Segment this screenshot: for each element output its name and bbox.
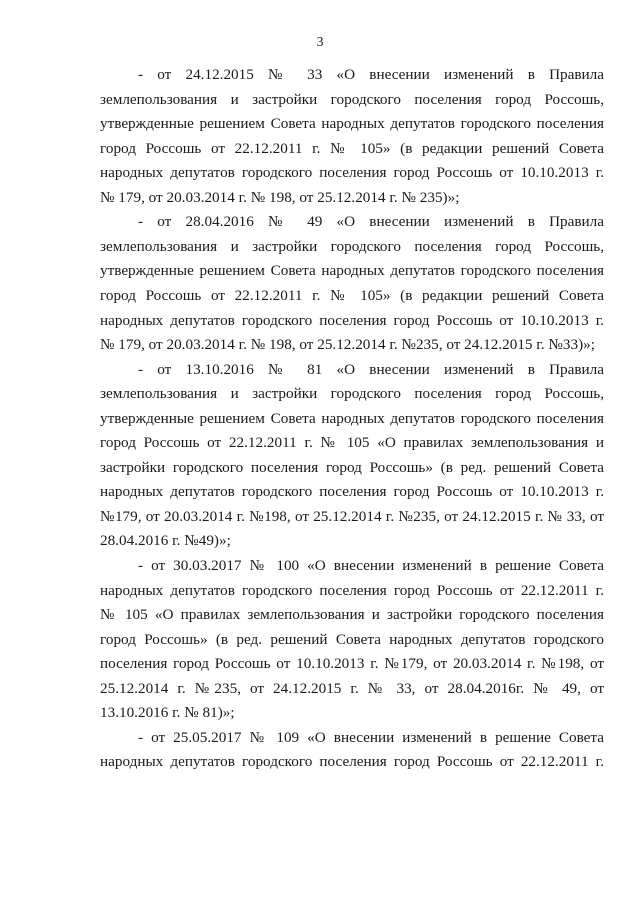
list-item-start-line: - от 25.05.2017 № 109 «О внесении изменений в решение Совета: [138, 728, 604, 746]
paragraph-line: 25.12.2014 г. №235, от 24.12.2015 г. № 33, от 28.04.2016г. № 49, от: [100, 679, 604, 697]
paragraph-line: город Россошь» (в ред. решений Совета народных депутатов городского: [100, 630, 604, 648]
paragraph-line: застройки городского поселения город Россошь» (в ред. решений Совета: [100, 458, 604, 476]
paragraph-line: 28.04.2016 г. №49)»;: [100, 532, 231, 550]
paragraph-line: народных депутатов городского поселения город Россошь от 10.10.2013 г.: [100, 311, 604, 329]
paragraph-line: город Россошь от 22.12.2011 г. № 105 «О правилах землепользования и: [100, 434, 604, 452]
list-item-start-line: - от 30.03.2017 № 100 «О внесении изменений в решение Совета: [138, 557, 604, 574]
paragraph-line: утвержденные решением Совета народных депутатов городского поселения: [100, 409, 604, 427]
list-item-start-line: - от 13.10.2016 № 81 «О внесении изменений в Правила: [138, 360, 604, 378]
paragraph-line: № 179, от 20.03.2014 г. № 198, от 25.12.2014 г. № 235)»;: [100, 188, 460, 206]
paragraph-line: землепользования и застройки городского поселения город Россошь,: [100, 90, 604, 108]
paragraph-line: землепользования и застройки городского поселения город Россошь,: [100, 237, 604, 255]
paragraph-line: № 105 «О правилах землепользования и застройки городского поселения: [100, 606, 604, 624]
list-item-start-line: - от 24.12.2015 № 33 «О внесении изменений в Правила: [138, 66, 604, 83]
paragraph-line: поселения город Россошь от 10.10.2013 г. №179, от 20.03.2014 г. №198, от: [100, 655, 604, 673]
list-item-start-line: - от 28.04.2016 № 49 «О внесении изменений в Правила: [138, 213, 604, 231]
paragraph-line: народных депутатов городского поселения город Россошь от 10.10.2013 г.: [100, 483, 604, 501]
paragraph-line: народных депутатов городского поселения город Россошь от 10.10.2013 г.: [100, 164, 604, 182]
paragraph-line: утвержденные решением Совета народных депутатов городского поселения: [100, 115, 604, 133]
paragraph-line: народных депутатов городского поселения город Россошь от 22.12.2011 г.: [100, 581, 604, 599]
paragraph-line: город Россошь от 22.12.2011 г. № 105» (в редакции решений Совета: [100, 139, 604, 157]
page-number: 3: [316, 35, 324, 50]
paragraph-line: №179, от 20.03.2014 г. №198, от 25.12.2014 г. №235, от 24.12.2015 г. № 33, от: [100, 507, 604, 525]
paragraph-line: город Россошь от 22.12.2011 г. № 105» (в редакции решений Совета: [100, 286, 604, 304]
paragraph-line: № 179, от 20.03.2014 г. № 198, от 25.12.2014 г. №235, от 24.12.2015 г. №33)»;: [100, 336, 595, 354]
paragraph-line: народных депутатов городского поселения город Россошь от 22.12.2011 г.: [100, 753, 604, 771]
paragraph-line: 13.10.2016 г. № 81)»;: [100, 704, 235, 722]
paragraph-line: землепользования и застройки городского поселения город Россошь,: [100, 385, 604, 403]
paragraph-line: утвержденные решением Совета народных депутатов городского поселения: [100, 262, 604, 280]
